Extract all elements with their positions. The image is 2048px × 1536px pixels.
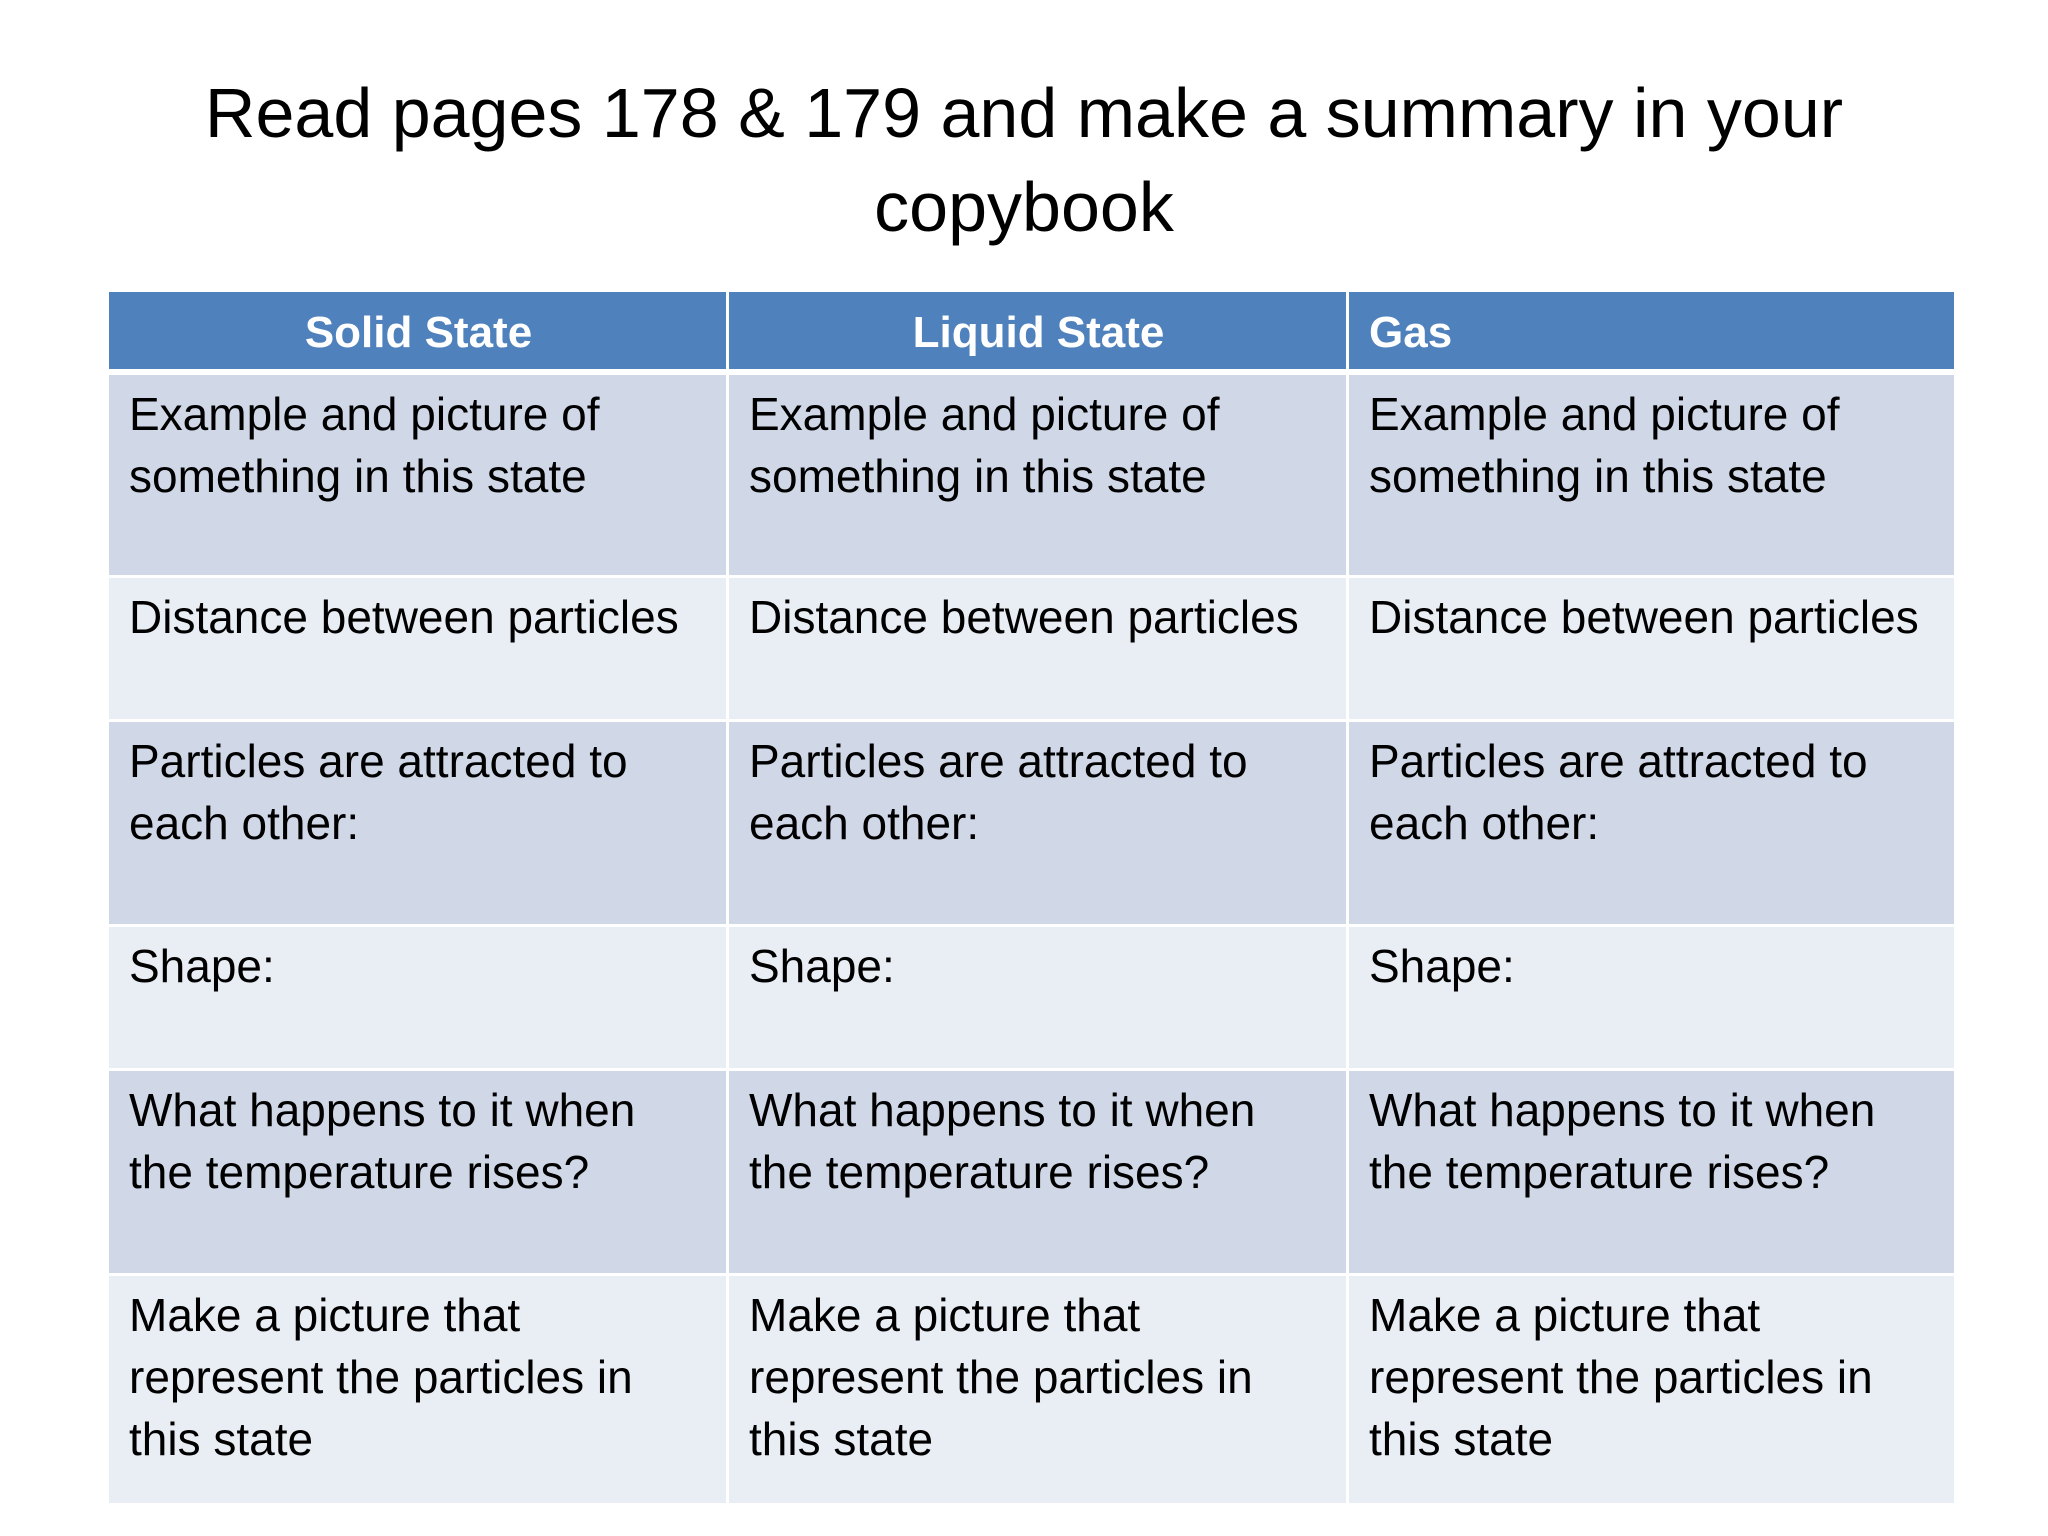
table-cell: Distance between particles xyxy=(728,577,1348,721)
table-cell: Example and picture of something in this state xyxy=(1348,372,1956,577)
table-cell: What happens to it when the temperature rises? xyxy=(1348,1070,1956,1275)
table-row xyxy=(108,926,1956,1070)
table-cell: Make a picture that represent the particles in this state xyxy=(108,1275,728,1505)
table-cell: What happens to it when the temperature rises? xyxy=(728,1070,1348,1275)
table-row xyxy=(108,372,1956,577)
table-cell: Shape: xyxy=(108,926,728,1070)
table-cell: Particles are attracted to each other: xyxy=(108,721,728,926)
header-gas: Gas xyxy=(1348,291,1956,372)
table-cell: Example and picture of something in this state xyxy=(728,372,1348,577)
table-cell: Distance between particles xyxy=(108,577,728,721)
table-header-row xyxy=(108,291,1956,372)
table-row xyxy=(108,721,1956,926)
table-cell: Particles are attracted to each other: xyxy=(1348,721,1956,926)
table-cell: Distance between particles xyxy=(1348,577,1956,721)
header-liquid-state: Liquid State xyxy=(728,291,1348,372)
slide-title: Read pages 178 & 179 and make a summary in your copybook xyxy=(204,74,1844,246)
states-of-matter-table xyxy=(106,289,1957,1506)
table-cell: Make a picture that represent the particles in this state xyxy=(728,1275,1348,1505)
table-cell: Make a picture that represent the particles in this state xyxy=(1348,1275,1956,1505)
header-solid-state: Solid State xyxy=(108,291,728,372)
table-cell: Example and picture of something in this state xyxy=(108,372,728,577)
table-row xyxy=(108,1070,1956,1275)
table-cell: What happens to it when the temperature rises? xyxy=(108,1070,728,1275)
table-row xyxy=(108,1275,1956,1505)
table-cell: Shape: xyxy=(1348,926,1956,1070)
table-cell: Shape: xyxy=(728,926,1348,1070)
table-cell: Particles are attracted to each other: xyxy=(728,721,1348,926)
table-row xyxy=(108,577,1956,721)
